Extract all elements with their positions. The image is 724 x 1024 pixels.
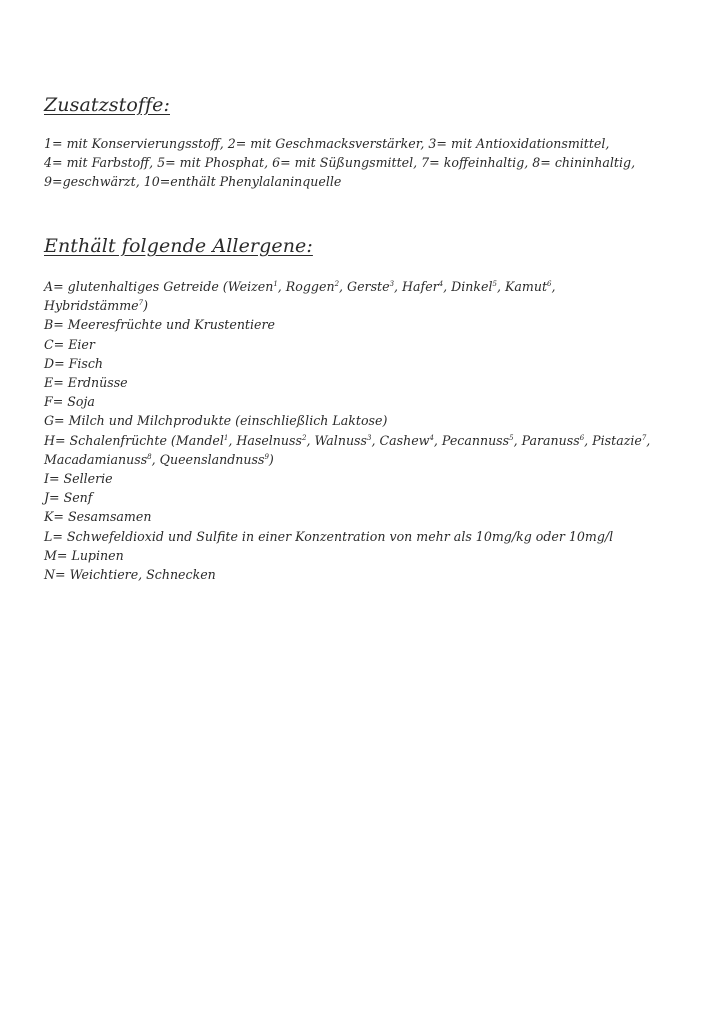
allergen-h-subitem-number: 4 [429, 433, 434, 442]
allergene-list [44, 277, 694, 584]
allergen-h-subitem-number: 3 [367, 433, 372, 442]
allergen-item-k: K= Sesamsamen [44, 509, 152, 525]
allergen-a-subitem-number: 3 [389, 279, 395, 288]
allergen-a-suffix: ) [143, 298, 149, 314]
allergen-item-e: E= Erdnüsse [44, 375, 128, 391]
allergen-h-subitem-number: 9 [264, 452, 269, 461]
allergen-h-suffix: ) [268, 451, 274, 467]
allergen-a-subitem-number: 5 [492, 279, 497, 288]
allergen-item-f: F= Soja [44, 394, 95, 410]
allergen-item-g: G= Milch und Milchprodukte (einschließlich Laktose) [44, 413, 388, 429]
allergen-a-subitem: Hybridstämme [44, 298, 139, 314]
allergen-item-m: M= Lupinen [44, 547, 124, 563]
allergen-item-c: C= Eier [44, 336, 95, 352]
allergen-h-subitem: Walnuss [314, 432, 367, 448]
allergen-a-subitem: Hafer [402, 279, 439, 294]
allergen-h-subitem: Mandel [175, 432, 224, 448]
allergen-h-subitem: Queenslandnuss [159, 451, 265, 467]
allergen-a-subitem-number: 1 [273, 279, 278, 288]
allergen-a-subitem: Roggen [285, 279, 335, 294]
allergen-a-subitem-number: 7 [138, 299, 144, 308]
allergen-item-d: D= Fisch [44, 355, 104, 371]
zusatzstoffe-line: 4= mit Farbstoff, 5= mit Phosphat, 6= mit Süßungsmittel, 7= koffeinhaltig, 8= chininhaltig, [44, 155, 636, 171]
allergen-h-subitem-number: 8 [147, 452, 152, 461]
allergen-h-subitem: Paranuss [521, 432, 580, 448]
zusatzstoffe-line: 1= mit Konservierungsstoff, 2= mit Geschmacksverstärker, 3= mit Antioxidationsmittel, [44, 136, 610, 151]
allergen-h-subitem: Haselnuss [236, 432, 302, 448]
allergen-item-a: A= glutenhaltiges Getreide (Weizen$^1$, Roggen$^2$, Gerste$^3$, Hafer$^4$, Dinkel$^5$, Kamut$^6$, Hybridstämme$^7$) [44, 279, 556, 314]
allergen-h-subitem-number: 1 [223, 433, 229, 442]
allergen-h-subitem-number: 2 [301, 433, 307, 442]
allergen-h-subitem-number: 6 [579, 433, 585, 442]
allergene-heading: Enthält folgende Allergene: [44, 235, 313, 257]
allergen-a-subitem: Dinkel [451, 279, 493, 294]
allergen-h-subitem-number: 5 [509, 433, 514, 442]
zusatzstoffe-line: 9=geschwärzt, 10=enthält Phenylalaninquelle [44, 174, 342, 190]
allergen-a-subitem: Gerste [347, 279, 390, 294]
allergen-a-subitem-number: 6 [547, 279, 552, 288]
allergen-item-b: B= Meeresfrüchte und Krustentiere [44, 317, 275, 333]
allergen-item-i: I= Sellerie [44, 471, 113, 487]
zusatzstoffe-heading: Zusatzstoffe: [44, 94, 170, 116]
allergen-h-subitem: Macadamianuss [44, 451, 148, 467]
allergen-a-prefix: A= glutenhaltiges Getreide ( [44, 279, 228, 294]
allergen-h-prefix: H= Schalenfrüchte ( [44, 432, 176, 448]
allergen-h-subitem: Pistazie [592, 432, 642, 448]
allergen-item-n: N= Weichtiere, Schnecken [44, 567, 216, 583]
allergen-item-j: J= Senf [44, 490, 93, 506]
allergen-item-h: H= Schalenfrüchte (Mandel$^1$, Haselnuss$^2$, Walnuss$^3$, Cashew$^4$, Pecannuss$^5$, Paranuss$^6$, Pistazie$^7$, Macadamianuss$^8$, Queenslandnuss$^9$) [44, 432, 651, 467]
allergen-item-l: L= Schwefeldioxid und Sulfite in einer Konzentration von mehr als 10mg/kg oder 10mg/l [44, 528, 614, 544]
allergen-a-subitem-number: 4 [438, 279, 444, 288]
allergen-h-subitem-number: 7 [641, 433, 647, 442]
allergen-a-subitem-number: 2 [334, 279, 340, 288]
allergen-a-subitem: Kamut [505, 279, 548, 294]
allergen-h-subitem: Cashew [379, 432, 430, 448]
allergen-h-subitem: Pecannuss [441, 432, 510, 448]
zusatzstoffe-list [44, 134, 694, 192]
allergen-a-subitem: Weizen [227, 279, 274, 294]
